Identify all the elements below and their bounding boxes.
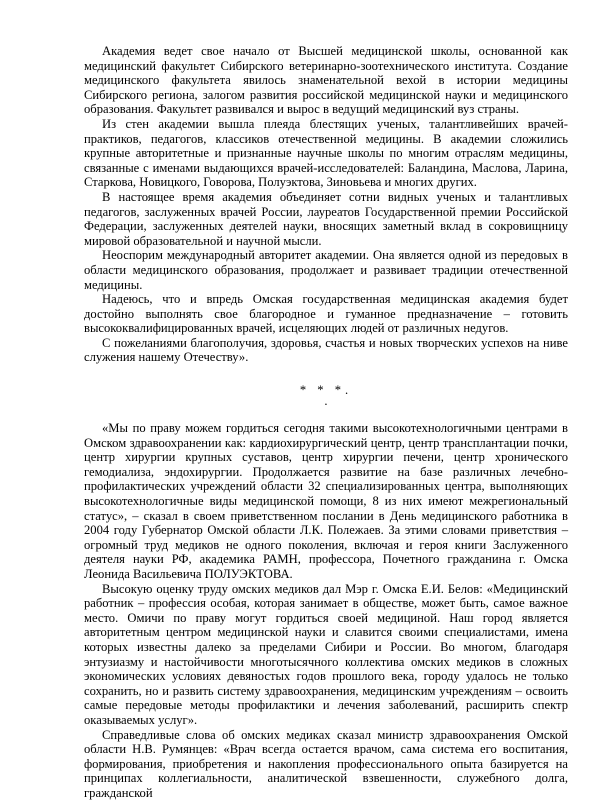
section-separator: * * *.	[299, 383, 353, 398]
paragraph: «Мы по праву можем гордиться сегодня такими высокотехнологичными центрами в Омском здравоохранении как: кардиохирургический центр, центр трансплантации почки, центр хирургии крупных суставов, центр хирургии печени, центр хронического гемодиализа, эндохирургии. Продолжается развитие на базе различных лечебно-профилактических учреждений области 32 специализированных центра, выполняющих высокотехнологичные виды медицинской помощи, 8 из них имеют межрегиональный статус», – сказал в своем приветственном послании в День медицинского работника в 2004 году Губернатор Омской области Л.К. Полежаев. За этими словами приветствия – огромный труд медиков не одного поколения, включая и героя книги Заслуженного деятеля науки РФ, академика РАМН, профессора, Почетного гражданина г. Омска Леонида Васильевича ПОЛУЭКТОВА.	[84, 421, 568, 581]
document-body	[84, 44, 568, 801]
paragraph: В настоящее время академия объединяет сотни видных ученых и талантливых педагогов, заслуженных врачей России, лауреатов Государственной премии Российской Федерации, заслуженных деятелей науки, вносящих заметный вклад в сокровищницу мировой образовательной и научной мысли.	[84, 189, 568, 248]
paragraph: Из стен академии вышла плеяда блестящих ученых, талантливейших врачей-практиков, педагогов, классиков отечественной медицины. В академии сложились крупные авторитетные и признанные научные школы по многим отраслям медицины, связанные с именами выдающихся врачей-исследователей: Баландина, Маслова, Ларина, Старкова, Новицкого, Говорова, Полуэктова, Зиновьева и многих других.	[84, 116, 568, 190]
paragraph: Академия ведет свое начало от Высшей медицинской школы, основанной как медицинский факультет Сибирского ветеринарно-зоотехнического института. Создание медицинского факультета явилось знаменательной вехой в истории медицины Сибирского региона, залогом развития российской медицинской науки и медицинского образования. Факультет развивался и вырос в ведущий медицинский вуз страны.	[84, 44, 568, 117]
paragraph: Справедливые слова об омских медиках сказал министр здравоохранения Омской области Н.В. Румянцев: «Врач всегда остается врачом, сама система его воспитания, формирования, приобретения и накопления профессионального опыта базируется на принципах коллегиальности, аналитической взвешенности, служебного долга, гражданской	[84, 727, 568, 800]
paragraph: Надеюсь, что и впредь Омская государственная медицинская академия будет достойно выполнять свое благородное и гуманное предназначение – готовить высококвалифицированных врачей, исцеляющих людей от различных недугов.	[84, 292, 568, 336]
paragraph: Высокую оценку труду омских медиков дал Мэр г. Омска Е.И. Белов: «Медицинский работник – профессия особая, которая занимает в обществе, может быть, самое важное место. Омичи по праву могут гордиться своей медициной. Наш город является авторитетным центром медицинской науки и славится своими специалистами, имена которых известны далеко за пределами Сибири и России. Во многом, благодаря энтузиазму и настойчивости многотысячного коллектива омских медиков в сложных экономических условиях девяностых годов прошлого века, городу удалось не только сохранить, но и развить систему здравоохранения, медицинским учреждениям – освоить самые передовые методы профилактики и лечения заболеваний, расширить спектр оказываемых услуг».	[84, 581, 568, 727]
paragraph: Неоспорим международный авторитет академии. Она является одной из передовых в области медицинского образования, продолжает и развивает традиции отечественной медицины.	[84, 248, 568, 292]
paragraph: С пожеланиями благополучия, здоровья, счастья и новых творческих успехов на ниве служения нашему Отечеству».	[84, 335, 568, 365]
separator-dot: .	[324, 394, 328, 409]
